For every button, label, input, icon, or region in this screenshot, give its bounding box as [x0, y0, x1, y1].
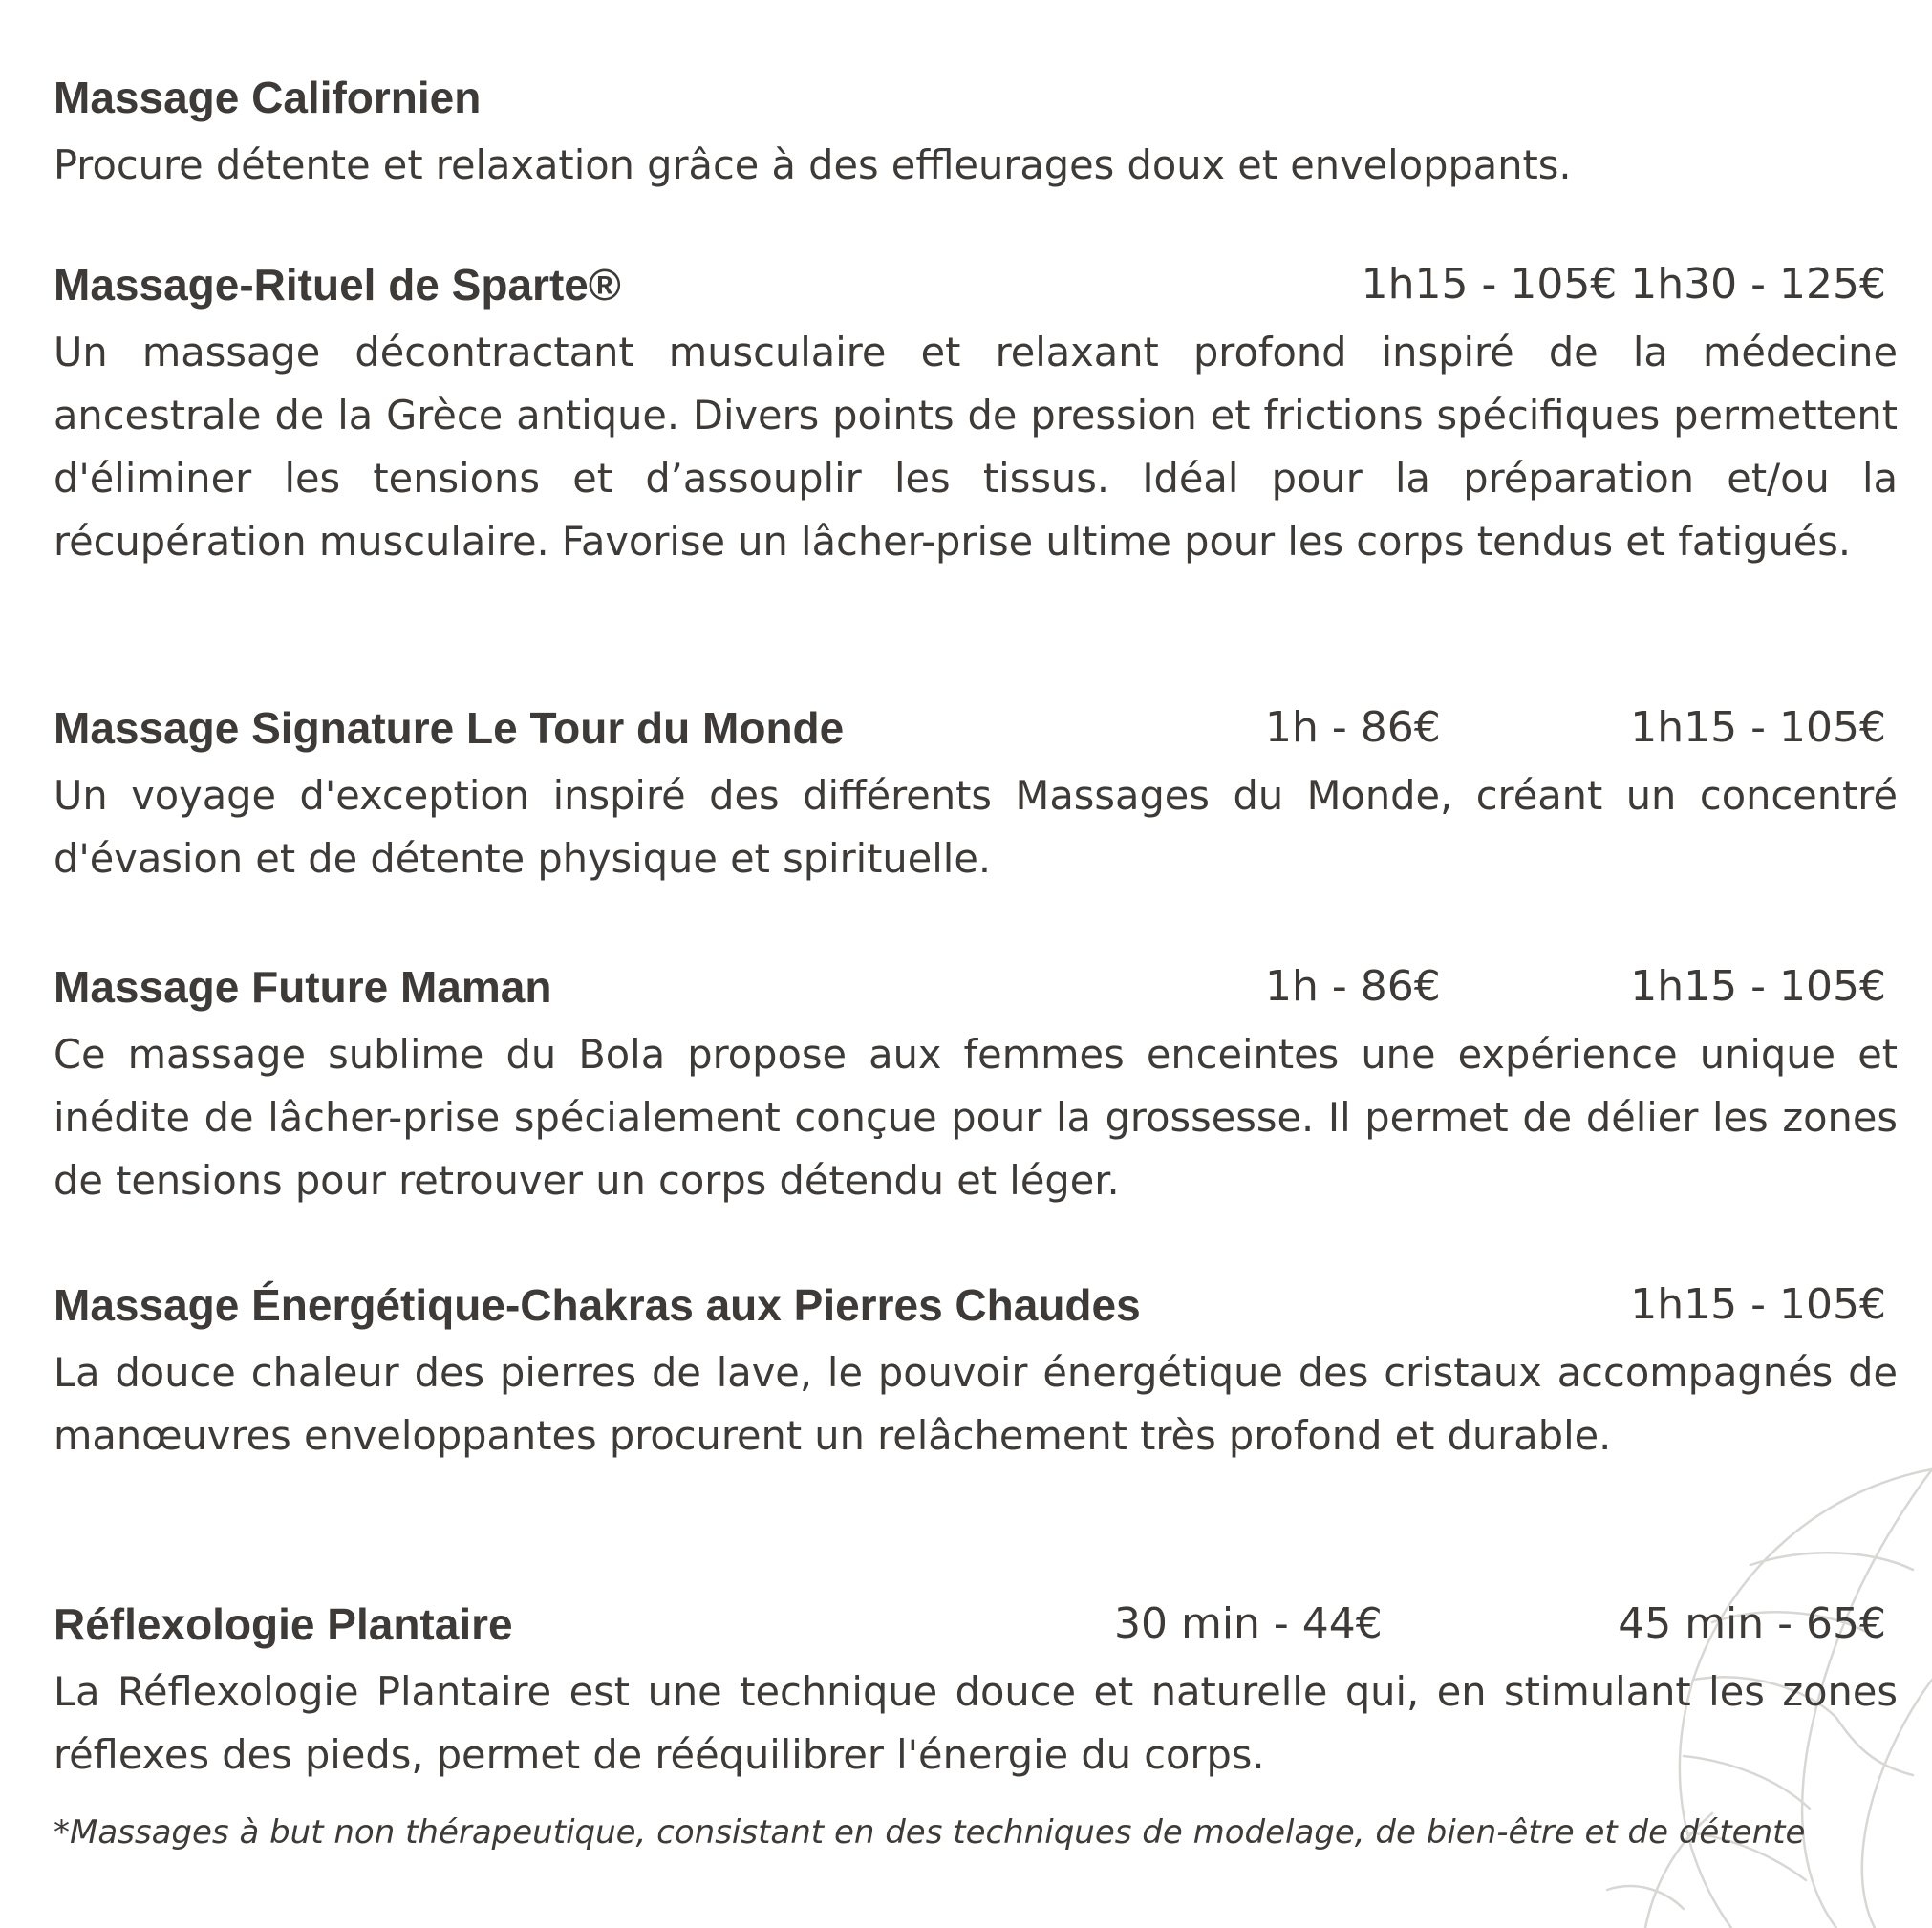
- service-description: Procure détente et relaxation grâce à des effleurages doux et enveloppants.: [54, 141, 1572, 188]
- footnote: *Massages à but non thérapeutique, consistant en des techniques de modelage, de bien-être et de détente: [54, 1813, 1806, 1852]
- service-description: Ce massage sublime du Bola propose aux femmes enceintes une expérience unique et inédite de lâcher-prise spécialement conçue pour la grossesse. Il permet de délier les zones de tensions pour retrouver un corps détendu et léger.: [54, 1031, 1898, 1204]
- service-title: Massage Énergétique-Chakras aux Pierres Chaudes: [54, 1280, 1141, 1330]
- service-title: Massage Signature Le Tour du Monde: [54, 703, 845, 753]
- service-title: Massage-Rituel de Sparte®: [54, 260, 621, 310]
- service-price: 1h - 86€: [1265, 703, 1441, 752]
- service-price: 30 min - 44€: [1114, 1599, 1383, 1648]
- service-price: 1h15 - 105€: [1630, 1280, 1886, 1329]
- service-price: 1h15 - 105€: [1630, 703, 1886, 752]
- service-price: 45 min - 65€: [1618, 1599, 1886, 1648]
- service-price: 1h15 - 105€: [1630, 962, 1886, 1011]
- service-description: Un voyage d'exception inspiré des différents Massages du Monde, créant un concentré d'évasion et de détente physique et spirituelle.: [54, 772, 1898, 882]
- service-description: La douce chaleur des pierres de lave, le pouvoir énergétique des cristaux accompagnés de manœuvres enveloppantes procurent un relâchement très profond et durable.: [54, 1349, 1898, 1459]
- service-title: Massage Future Maman: [54, 962, 552, 1012]
- service-price: 1h15 - 105€ 1h30 - 125€: [1361, 260, 1886, 309]
- service-title: Massage Californien: [54, 73, 482, 122]
- service-description: La Réflexologie Plantaire est une technique douce et naturelle qui, en stimulant les zones réflexes des pieds, permet de rééquilibrer l'énergie du corps.: [54, 1668, 1898, 1778]
- service-title: Réflexologie Plantaire: [54, 1599, 513, 1649]
- service-price: 1h - 86€: [1265, 962, 1441, 1011]
- service-description: Un massage décontractant musculaire et relaxant profond inspiré de la médecine ancestrale de la Grèce antique. Divers points de pression et frictions spécifiques permettent d'éliminer les tensions et d’assouplir les tissus. Idéal pour la préparation et/ou la récupération musculaire. Favorise un lâcher-prise ultime pour les corps tendus et fatigués.: [54, 329, 1898, 565]
